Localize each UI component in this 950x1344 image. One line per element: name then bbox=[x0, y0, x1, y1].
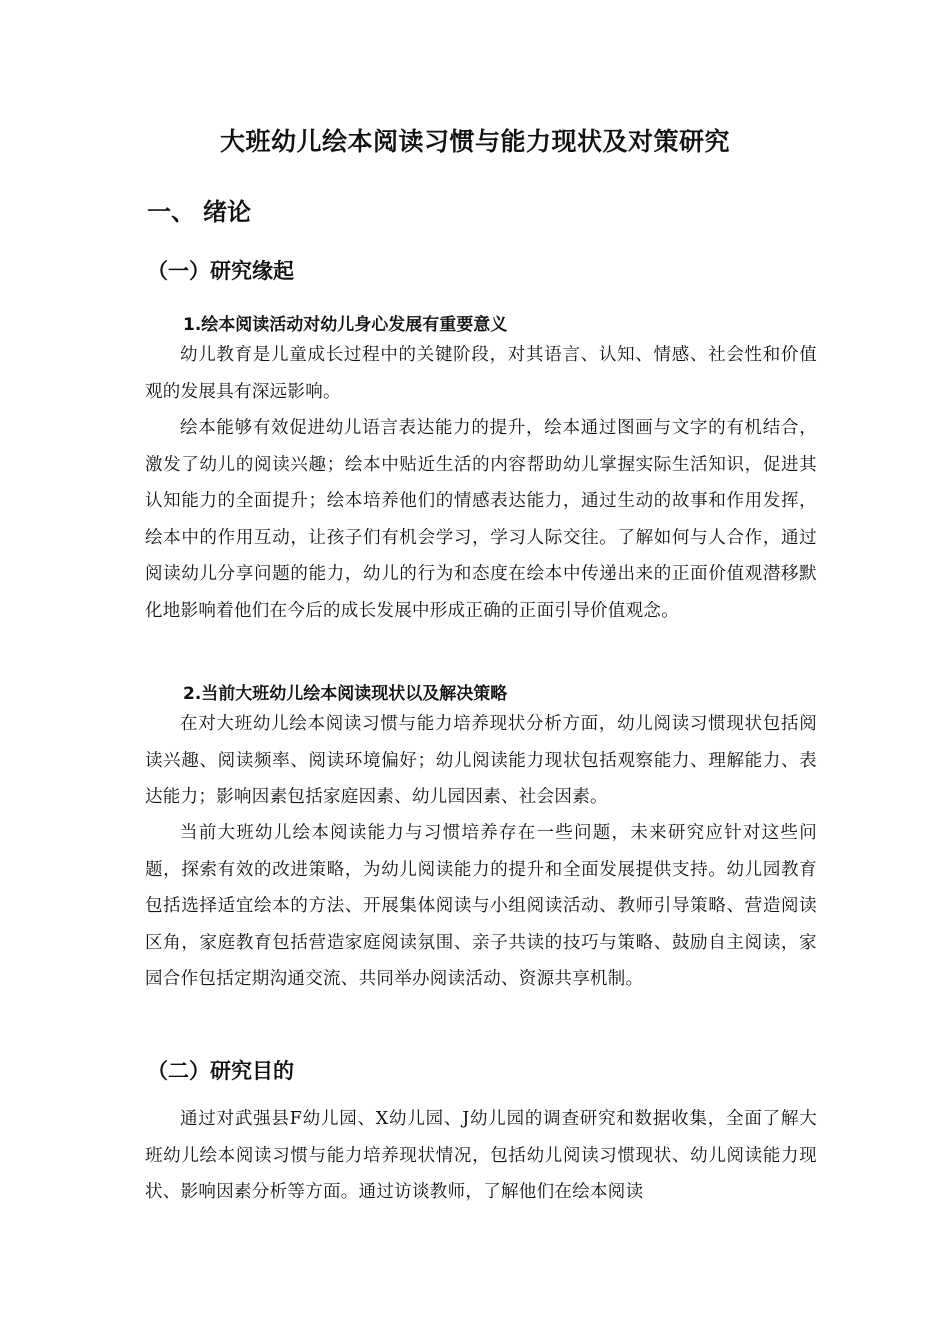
paragraph-problems-strategies: 当前大班幼儿绘本阅读能力与习惯培养存在一些问题，未来研究应针对这些问题，探索有效的改进策略，为幼儿阅读能力的提升和全面发展提供支持。幼儿园教育包括选择适宜绘本的方法、开展集体阅读与小组阅读活动、教师引导策略、营造阅读区角，家庭教育包括营造家庭阅读氛围、亲子共读的技巧与策略、鼓励自主阅读，家园合作包括定期沟通交流、共同举办阅读活动、资源共享机制。 bbox=[145, 823, 817, 989]
paragraph-early-education: 幼儿教育是儿童成长过程中的关键阶段，对其语言、认知、情感、社会性和价值观的发展具有深远影响。 bbox=[145, 345, 817, 402]
item-heading-current-status: 2.当前大班幼儿绘本阅读现状以及解决策略 bbox=[183, 684, 508, 704]
subsection-heading-research-origin: （一）研究缘起 bbox=[147, 259, 294, 283]
document-title: 大班幼儿绘本阅读习惯与能力现状及对策研究 bbox=[219, 127, 730, 156]
paragraph-research-purpose: 通过对武强县F幼儿园、X幼儿园、J幼儿园的调查研究和数据收集，全面了解大班幼儿绘本阅读习惯与能力培养现状情况，包括幼儿阅读习惯现状、幼儿阅读能力现状、影响因素分析等方面。通过访谈教师，了解他们在绘本阅读 bbox=[145, 1109, 817, 1202]
paragraph-status-analysis: 在对大班幼儿绘本阅读习惯与能力培养现状分析方面，幼儿阅读习惯现状包括阅读兴趣、阅读频率、阅读环境偏好；幼儿阅读能力现状包括观察能力、理解能力、表达能力；影响因素包括家庭因素、幼儿园因素、社会因素。 bbox=[145, 714, 817, 807]
section-heading-introduction bbox=[147, 192, 251, 227]
section-title: 绪论 bbox=[203, 198, 251, 226]
paragraph-picture-book-benefits: 绘本能够有效促进幼儿语言表达能力的提升，绘本通过图画与文字的有机结合，激发了幼儿的阅读兴趣；绘本中贴近生活的内容帮助幼儿掌握实际生活知识，促进其认知能力的全面提升；绘本培养他们的情感表达能力，通过生动的故事和作用发挥，绘本中的作用互动，让孩子们有机会学习，学习人际交往。了解如何与人合作，通过阅读幼儿分享问题的能力，幼儿的行为和态度在绘本中传递出来的正面价值观潜移默化地影响着他们在今后的成长发展中形成正确的正面引导价值观念。 bbox=[145, 418, 817, 621]
section-number: 一、 bbox=[147, 198, 195, 226]
item-heading-significance: 1.绘本阅读活动对幼儿身心发展有重要意义 bbox=[183, 315, 508, 335]
subsection-heading-research-purpose: （二）研究目的 bbox=[147, 1059, 294, 1083]
